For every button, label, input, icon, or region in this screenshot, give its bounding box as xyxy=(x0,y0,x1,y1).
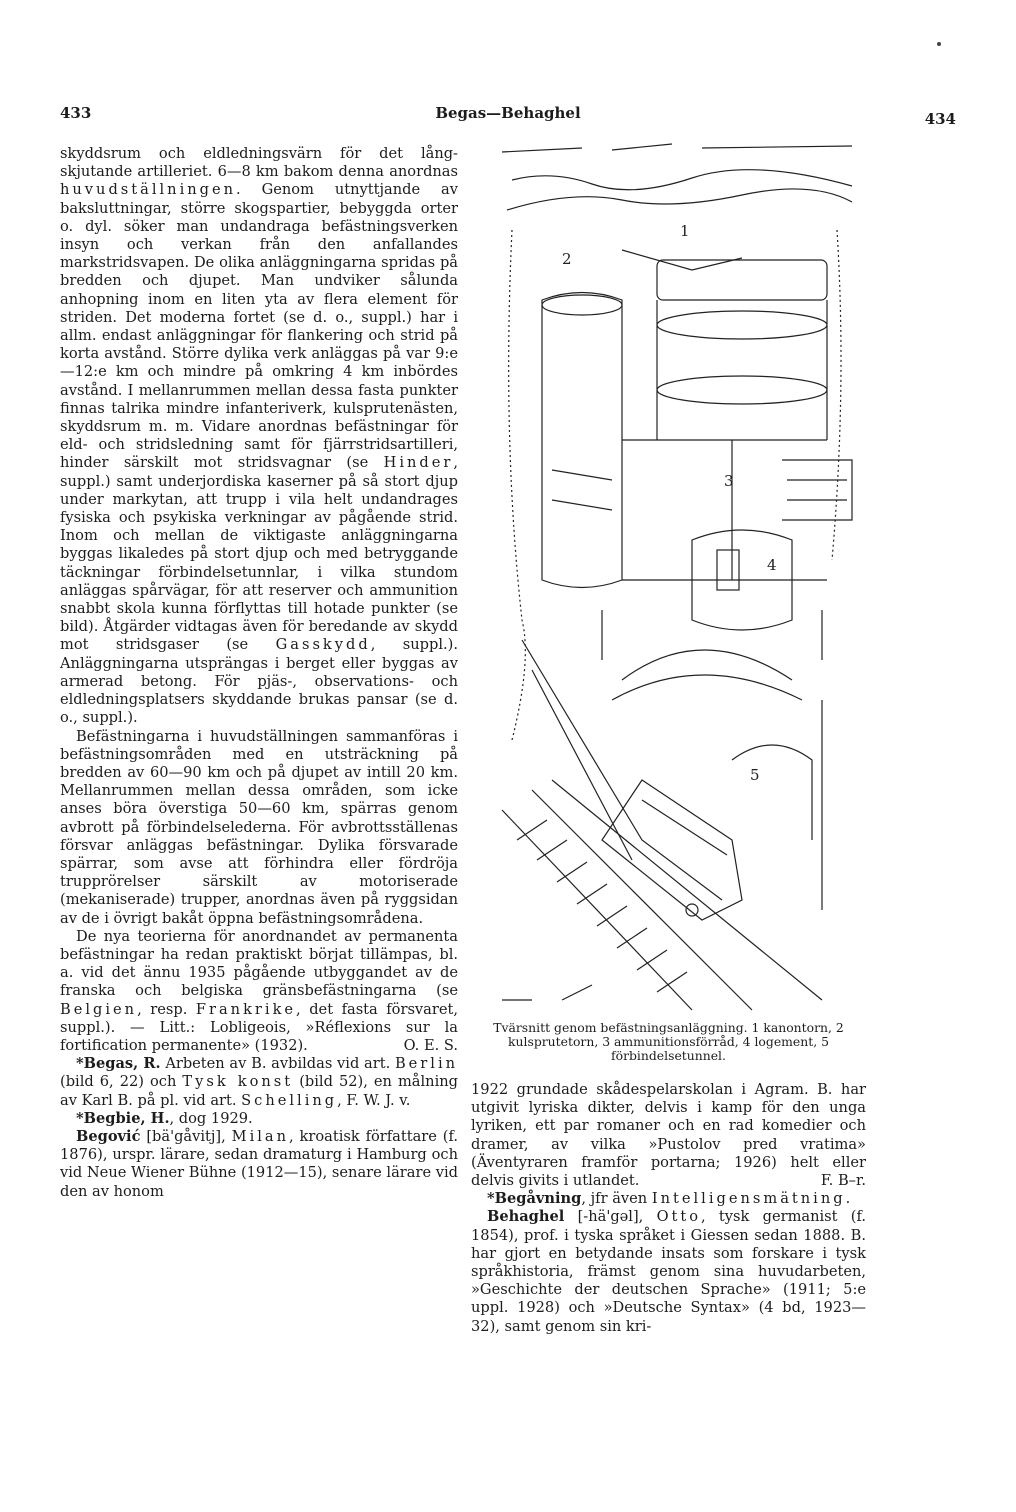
text-run: . xyxy=(845,1190,851,1208)
text-run: , suppl.) samt underjordiska kaserner på så stort djup under markytan, att trupp i vila helt undandrages fysiska och psykiska verkningar av pågående strid. Inom och mellan de viktigaste anläggningarna byggas likaledes på stort djup och med betryggande täckningar förbindelsetunnlar, i vilka stundom anläggas spårvägar, för att reserver och ammunition snabbt skola kunna förflyttas till hotade punkter (se bild). Åtgärder vidtagas även för beredande av skydd mot stridsgaser (se xyxy=(60,454,458,654)
befastning-paragraph-2: Befästningarna i huvudställningen sammanföras i befästningsområden med en utsträckning på bredden av 60—90 km och på djupet av intill 20 km. Mellanrummen mellan dessa områden, som icke anses böra överstiga 50—60 km, spärras genom avbrott på förbindelselederna. För avbrottsställenas försvar anläggas befästningar. Dylika försvarade spärrar, som avse att förhindra eller fördröja trupprörelser särskilt av motoriserade (mekaniserade) trupper, anordnas även på ryggsidan av de i övrigt bakåt öppna befästningsområdena. xyxy=(60,727,458,927)
tunnel-wall xyxy=(522,640,722,900)
author-signature: O. E. S. xyxy=(403,1036,458,1054)
gun-turret-top xyxy=(657,260,827,300)
gun-turret-walls xyxy=(657,300,827,440)
terrain-line xyxy=(512,170,852,190)
text-run: De nya teorierna för anordnandet av permanenta befästningar ha redan praktiskt börjat tillämpas, bl. a. vid det ännu 1935 pågående utbyggandet av de franska och belgiska gränsbefästningarna (se xyxy=(60,927,458,1000)
cross-reference: Belgien xyxy=(60,1000,138,1018)
spaced-name: Otto xyxy=(656,1208,702,1226)
cross-reference: Hinder xyxy=(383,454,454,472)
text-run: , dog 1929. xyxy=(169,1109,253,1127)
begovic-continuation xyxy=(471,1081,866,1190)
cross-reference: Intelligensmätning xyxy=(651,1190,846,1208)
cross-reference: Berlin xyxy=(394,1055,459,1073)
page-number-left: 433 xyxy=(60,104,92,122)
doorway xyxy=(717,550,739,590)
cross-reference: Tysk konst xyxy=(182,1073,294,1091)
text-run: 1922 grundade skådespelarskolan i Agram. B. har utgivit lyriska dikter, delvis i kamp för den unga lyriken, ett par romaner och en rad komedier och dramer, av vilka »Pustolov pred vratima» (Äventyraren framför portarna; 1926) helt eller delvis givits i utlandet. xyxy=(471,1081,866,1190)
earth-edge xyxy=(832,230,841,560)
cross-reference: Gasskydd xyxy=(275,636,371,654)
label-1: 1 xyxy=(680,222,690,240)
fortification-cross-section-illustration xyxy=(492,140,867,1018)
sky-line xyxy=(502,144,852,152)
ammo-store xyxy=(782,460,852,520)
tunnel-arch xyxy=(612,675,802,700)
mg-turret xyxy=(542,293,622,588)
entry-begovic xyxy=(60,1128,458,1201)
text-run: (bild 52), en målning av Karl B. på pl. vid art. xyxy=(60,1073,458,1109)
left-column xyxy=(60,145,458,1201)
rail xyxy=(532,790,752,1010)
text-run: , suppl.). Anläggningarna utsprängas i berget eller byggas av armerad betong. För pjäs-, observations- och eldledningsplatsers skyddande brukas pansar (se d. o., suppl.). xyxy=(60,636,458,727)
turret-floor xyxy=(657,376,827,404)
tunnel-wall xyxy=(532,670,632,860)
tram-light xyxy=(686,904,698,916)
label-4: 4 xyxy=(767,556,777,574)
terrain-line xyxy=(507,189,852,210)
befastning-paragraph-1 xyxy=(60,145,458,728)
text-run: , jfr även xyxy=(581,1190,652,1208)
figure-caption: Tvärsnitt genom befästningsanläggning. 1 kanontorn, 2 kulsprutetorn, 3 ammunitionsförråd, 4 logement, 5 förbindelsetunnel. xyxy=(493,1020,844,1064)
page-number-right: 434 xyxy=(924,110,956,128)
cross-reference: Schelling xyxy=(241,1091,338,1109)
earth-edge xyxy=(509,230,526,740)
ammo-shelves xyxy=(787,480,847,500)
illustration-svg xyxy=(492,140,867,1018)
entry-headword: *Begas, R. xyxy=(76,1055,161,1073)
shaft-floor xyxy=(622,440,827,580)
bottom-marks xyxy=(502,985,592,1000)
rail xyxy=(502,810,692,1010)
text-run: , kroatisk författare (f. 1876), urspr. lärare, sedan dramaturg i Hamburg och vid Neue Wiener Bühne (1912—15), senare lärare vid den av honom xyxy=(60,1127,459,1200)
rail-ties xyxy=(517,820,687,992)
shaft-sides xyxy=(602,610,822,660)
text-run: , tysk germanist (f. 1854), prof. i tyska språket i Giessen sedan 1888. B. har gjort en betydande insats som forskare i tysk språkhistoria, främst genom sina huvudarbeten, »Geschichte der deutschen Sprache» (1911; 5:e uppl. 1928) och »Deutsche Syntax» (4 bd, 1923—32), samt genom sin kri- xyxy=(471,1208,866,1335)
entry-headword: Begović xyxy=(76,1127,141,1145)
turret-floor xyxy=(657,311,827,339)
spaced-name: Milan xyxy=(231,1127,290,1145)
text-run: Arbeten av B. avbildas vid art. xyxy=(160,1055,395,1073)
print-dot xyxy=(937,42,941,46)
text-run: skyddsrum och eldledningsvärn för det lång-skjutande artilleriet. 6—8 km bakom denna anordnas xyxy=(60,145,458,181)
side-gallery xyxy=(732,745,812,840)
text-run: , det fasta försvaret, suppl.). — Litt.: Lobligeois, »Réflexions sur la fortification permanente» (1932). xyxy=(60,1000,458,1054)
text-run: [-hä'gəl], xyxy=(564,1208,657,1226)
text-run: . Genom utnyttjande av baksluttningar, större skogspartier, bebyggda orter o. dyl. söker man undandraga befästningsverken insyn och verkan från den anfallandes markstridsvapen. De olika anläggningarna spridas på bredden och djupet. Man undviker sålunda anhopning inom en liten yta av flera element för striden. Det moderna fortet (se d. o., suppl.) har i allm. endast anläggningar för flankering och strid på korta avstånd. Större dylika verk anläggas på var 9:e—12:e km och mindre på omkring 4 km inbördes avstånd. I mellanrummen mellan dessa fasta punkter finnas talrika mindre infanteriverk, kulsprutenästen, skyddsrum m. m. Vidare anordnas befästningar för eld- och stridsledning samt för fjärrstridsartilleri, hinder särskilt mot stridsvagnar (se xyxy=(60,181,458,472)
entry-behaghel xyxy=(471,1208,866,1335)
cross-reference: Frankrike xyxy=(195,1000,297,1018)
rail xyxy=(552,780,822,1000)
entry-begas xyxy=(60,1055,458,1110)
entry-headword: Behaghel xyxy=(487,1208,565,1226)
entry-headword: *Begåvning xyxy=(487,1190,582,1208)
entry-begbie xyxy=(60,1110,458,1128)
text-run: [bä'gåvitj], xyxy=(140,1127,232,1145)
running-title: Begas—Behaghel xyxy=(435,104,581,122)
entry-begavning xyxy=(471,1190,866,1208)
mg-turret-top xyxy=(542,295,622,315)
text-run: , resp. xyxy=(137,1000,196,1018)
running-header xyxy=(60,104,956,128)
entry-headword: *Begbie, H. xyxy=(76,1109,170,1127)
label-2: 2 xyxy=(562,250,572,268)
right-column-lower xyxy=(471,1081,866,1336)
spaced-term: huvudställningen xyxy=(60,181,237,199)
label-5: 5 xyxy=(750,766,760,784)
mg-stairs xyxy=(552,470,612,510)
text-run: (bild 6, 22) och xyxy=(60,1073,183,1091)
author-signature: F. B–r. xyxy=(820,1172,866,1190)
text-run: , F. W. J. v. xyxy=(337,1091,411,1109)
befastning-paragraph-3 xyxy=(60,928,458,1055)
label-3: 3 xyxy=(724,472,734,490)
